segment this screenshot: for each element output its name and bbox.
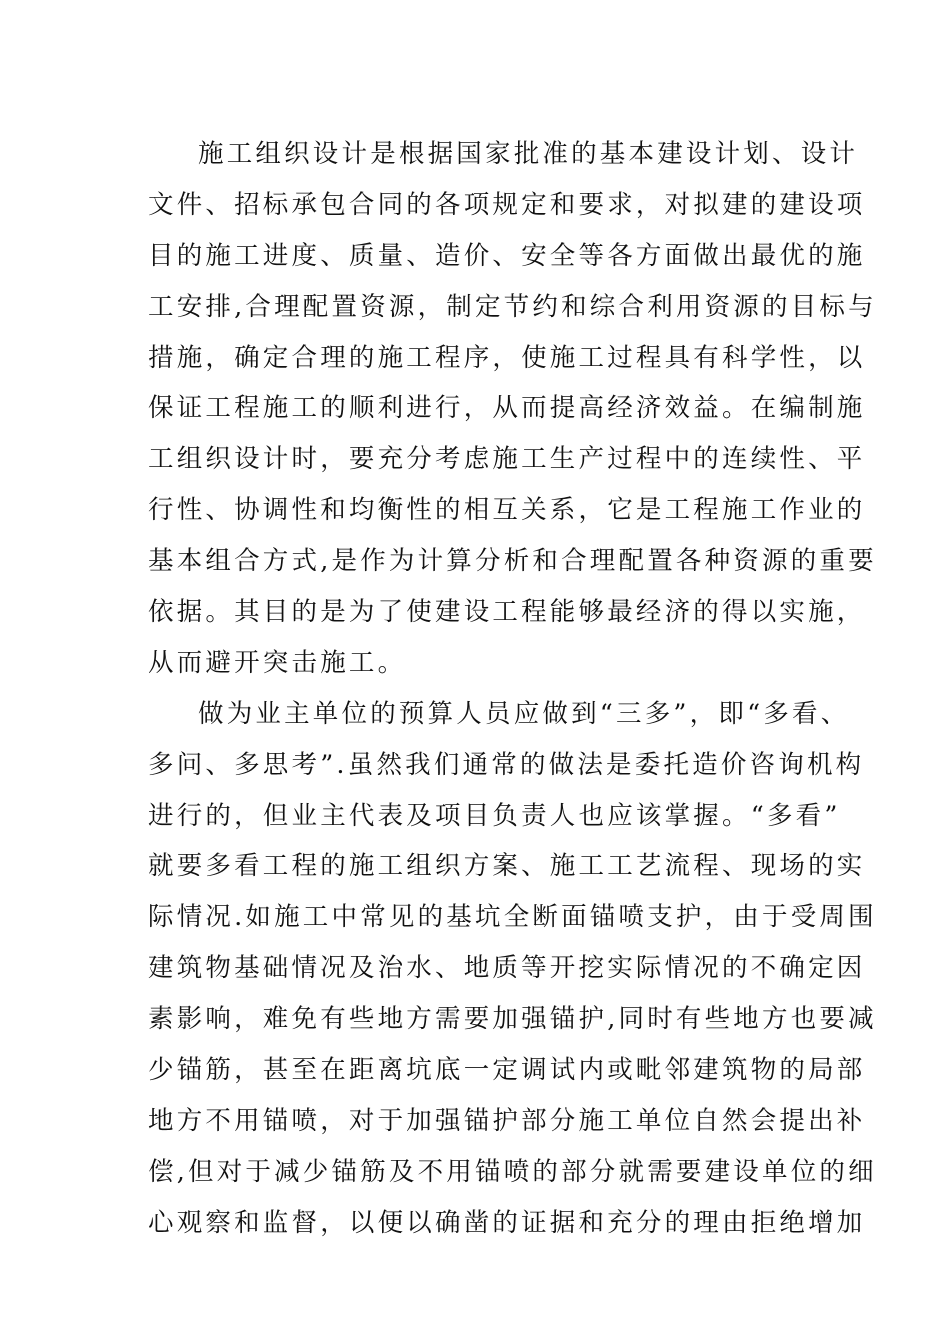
document-body xyxy=(148,129,877,1249)
paragraph-2-line-5: 际情况.如施工中常见的基坑全断面锚喷支护，由于受周围 xyxy=(148,902,877,933)
paragraph-2-line-3: 进行的，但业主代表及项目负责人也应该掌握。“多看” xyxy=(148,800,841,831)
paragraph-2-line-11: 心观察和监督，以便以确凿的证据和充分的理由拒绝增加 xyxy=(148,1207,866,1238)
paragraph-1-line-10: 依据。其目的是为了使建设工程能够最经济的得以实施， xyxy=(148,597,866,628)
paragraph-1-line-5: 措施，确定合理的施工程序，使施工过程具有科学性，以 xyxy=(148,342,866,373)
paragraph-2-line-2: 多问、多思考”.虽然我们通常的做法是委托造价咨询机构 xyxy=(148,749,865,780)
paragraph-1-line-11: 从而避开突击施工。 xyxy=(148,647,407,678)
paragraph-2-line-10: 偿,但对于减少锚筋及不用锚喷的部分就需要建设单位的细 xyxy=(148,1156,877,1187)
paragraph-2-line-6: 建筑物基础情况及治水、地质等开挖实际情况的不确定因 xyxy=(148,953,866,984)
paragraph-1-line-2: 文件、招标承包合同的各项规定和要求，对拟建的建设项 xyxy=(148,189,866,220)
paragraph-2-line-9: 地方不用锚喷，对于加强锚护部分施工单位自然会提出补 xyxy=(148,1105,866,1136)
paragraph-1-line-1: 施工组织设计是根据国家批准的基本建设计划、设计 xyxy=(198,139,859,169)
paragraph-1-line-8: 行性、协调性和均衡性的相互关系，它是工程施工作业的 xyxy=(148,495,866,526)
paragraph-2-line-8: 少锚筋，甚至在距离坑底一定调试内或毗邻建筑物的局部 xyxy=(148,1055,866,1086)
paragraph-1-line-7: 工组织设计时，要充分考虑施工生产过程中的连续性、平 xyxy=(148,444,866,475)
paragraph-2-line-1: 做为业主单位的预算人员应做到“三多”，即“多看、 xyxy=(198,698,850,729)
paragraph-2-line-4: 就要多看工程的施工组织方案、施工工艺流程、现场的实 xyxy=(148,851,866,882)
paragraph-1-line-6: 保证工程施工的顺利进行，从而提高经济效益。在编制施 xyxy=(148,393,866,424)
paragraph-1-line-3: 目的施工进度、质量、造价、安全等各方面做出最优的施 xyxy=(148,240,866,271)
paragraph-1-line-4: 工安排,合理配置资源，制定节约和综合利用资源的目标与 xyxy=(148,291,877,322)
paragraph-1-line-9: 基本组合方式,是作为计算分析和合理配置各种资源的重要 xyxy=(148,546,877,577)
paragraph-2-line-7: 素影响，难免有些地方需要加强锚护,同时有些地方也要减 xyxy=(148,1004,877,1035)
